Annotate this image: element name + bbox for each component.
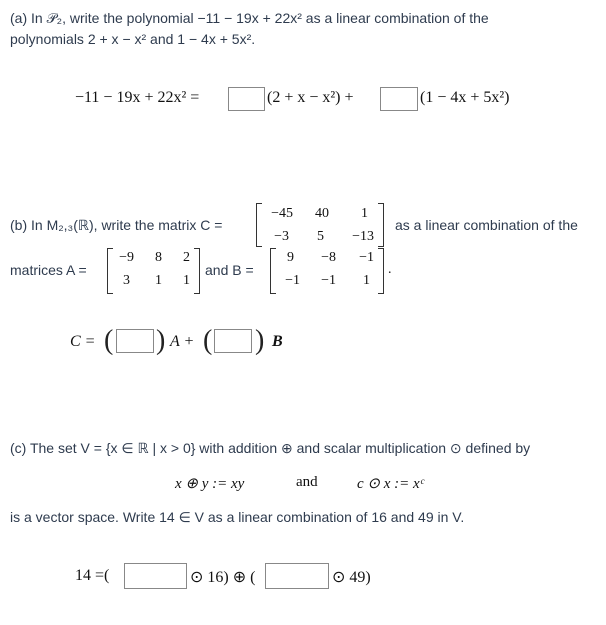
matrix-cell: 9 [287, 250, 294, 265]
matrix-cell: 8 [155, 250, 162, 265]
part-b-suffix: as a linear combination of the [395, 217, 578, 233]
bracket-right [194, 248, 200, 294]
matrix-cell: −8 [321, 250, 336, 265]
matrix-cell: 40 [315, 206, 329, 221]
coefficient-b-input[interactable] [214, 329, 252, 353]
part-c-end: ⊙ 49) [332, 569, 371, 586]
matrix-cell: −3 [274, 229, 289, 244]
matrix-cell: 1 [155, 273, 162, 288]
bracket-left [256, 203, 262, 247]
part-a-poly1: (2 + x − x²) + [267, 89, 354, 106]
matrix-cell: 2 [183, 250, 190, 265]
matrix-cell: 1 [183, 273, 190, 288]
part-c-prompt-line1: (c) The set V = {x ∈ ℝ | x > 0} with addition ⊕ and scalar multiplication ⊙ defined by [10, 440, 531, 456]
matrix-cell: 3 [123, 273, 130, 288]
part-a-prompt-line2: polynomials 2 + x − x² and 1 − 4x + 5x². [10, 31, 256, 47]
matrix-cell: −45 [271, 206, 293, 221]
coefficient-2-input[interactable] [380, 87, 418, 111]
scalar-49-input[interactable] [265, 563, 329, 589]
and-label: and B = [205, 262, 254, 278]
coefficient-a-input[interactable] [116, 329, 154, 353]
part-b-intro: (b) In M₂,₃(ℝ), write the matrix C = [10, 217, 223, 233]
part-c-lhs: 14 =( [75, 567, 110, 584]
a-plus-label: A + [170, 333, 195, 350]
matrix-cell: −13 [352, 229, 374, 244]
matrices-label: matrices A = [10, 262, 87, 278]
matrix-cell: −9 [119, 250, 134, 265]
b-label: B [272, 333, 283, 350]
matrix-cell: −1 [359, 250, 374, 265]
matrix-cell: 1 [363, 273, 370, 288]
part-a-lhs: −11 − 19x + 22x² = [75, 89, 200, 106]
period: . [388, 262, 392, 277]
part-c-mid: ⊙ 16) ⊕ ( [190, 569, 256, 586]
multiplication-definition: c ⊙ x := xᶜ [357, 476, 424, 492]
paren-close: ) [156, 325, 166, 356]
matrix-cell: 5 [317, 229, 324, 244]
c-equals-label: C = [70, 333, 96, 350]
scalar-16-input[interactable] [124, 563, 187, 589]
part-c-prompt-line3: is a vector space. Write 14 ∈ V as a linear combination of 16 and 49 in V. [10, 509, 465, 525]
coefficient-1-input[interactable] [228, 87, 265, 111]
matrix-cell: 1 [361, 206, 368, 221]
paren-open: ( [203, 325, 213, 356]
paren-open: ( [104, 325, 114, 356]
part-a-poly2: (1 − 4x + 5x²) [420, 89, 510, 106]
addition-definition: x ⊕ y := xy [175, 476, 245, 492]
bracket-left [270, 248, 276, 294]
paren-close: ) [255, 325, 265, 356]
part-a-prompt-line1: (a) In 𝒫₂, write the polynomial −11 − 19x + 22x² as a linear combination of the [10, 10, 489, 26]
matrix-cell: −1 [285, 273, 300, 288]
and-word: and [296, 474, 318, 490]
bracket-right [378, 248, 384, 294]
bracket-right [378, 203, 384, 247]
matrix-cell: −1 [321, 273, 336, 288]
